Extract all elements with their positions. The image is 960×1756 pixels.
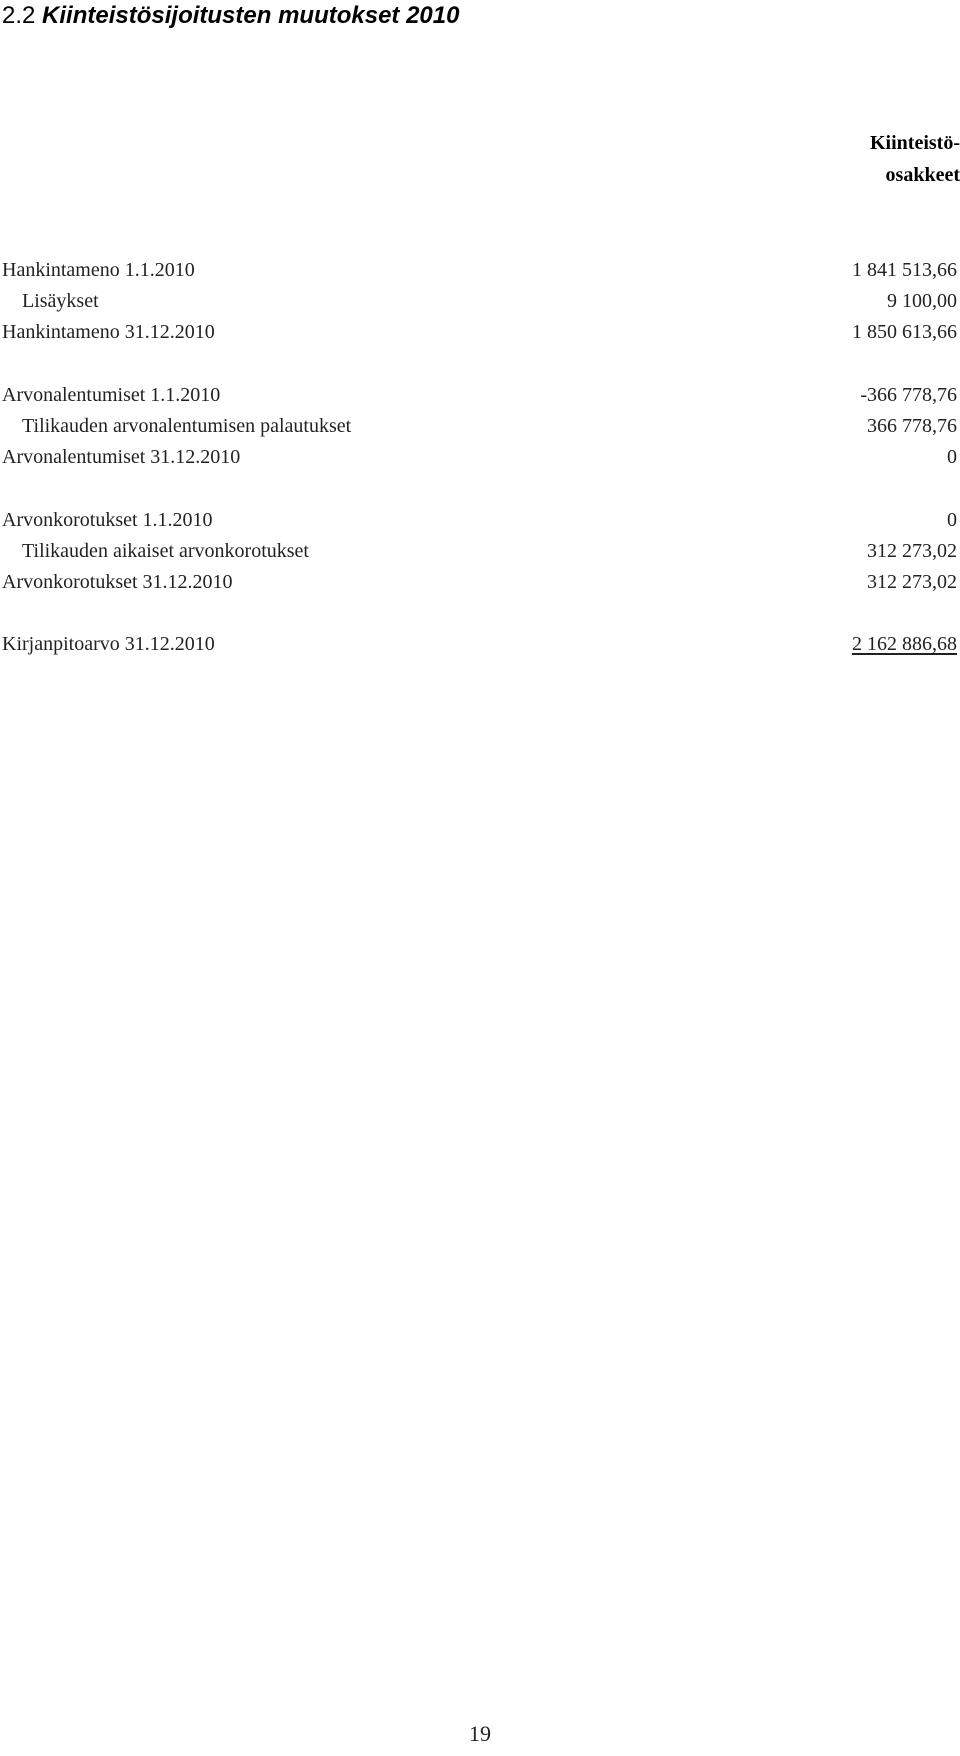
table-row xyxy=(0,410,960,443)
page-number: 19 xyxy=(469,1721,491,1746)
row-label: Tilikauden arvonalentumisen palautukset xyxy=(22,415,352,437)
table-row xyxy=(0,441,960,474)
table-row xyxy=(0,316,960,349)
row-value-total: 2 162 886,68 xyxy=(852,633,957,655)
row-value: 312 273,02 xyxy=(867,571,957,593)
section-number: 2.2 xyxy=(2,2,36,29)
table-row xyxy=(0,535,960,568)
row-label: Hankintameno 1.1.2010 xyxy=(2,259,195,281)
column-header-line-1: Kiinteistö- xyxy=(870,132,960,154)
row-value: 9 100,00 xyxy=(887,290,957,312)
column-header xyxy=(760,127,960,191)
row-label: Hankintameno 31.12.2010 xyxy=(2,321,215,343)
row-label: Kirjanpitoarvo 31.12.2010 xyxy=(2,633,215,655)
row-label: Arvonalentumiset 31.12.2010 xyxy=(2,446,241,468)
table-row xyxy=(0,285,960,318)
table-row xyxy=(0,379,960,412)
table-row xyxy=(0,254,960,287)
section-title: Kiinteistösijoitusten muutokset 2010 xyxy=(42,2,460,29)
table-row xyxy=(0,566,960,599)
row-value: 312 273,02 xyxy=(867,540,957,562)
row-value: 0 xyxy=(947,509,957,531)
row-label: Arvonkorotukset 1.1.2010 xyxy=(2,509,213,531)
section-heading xyxy=(2,0,459,32)
row-value: 0 xyxy=(947,446,957,468)
row-label: Lisäykset xyxy=(22,290,99,312)
table-row xyxy=(0,504,960,537)
row-label: Arvonkorotukset 31.12.2010 xyxy=(2,571,233,593)
row-value: -366 778,76 xyxy=(860,384,957,406)
row-value: 1 841 513,66 xyxy=(852,259,957,281)
column-header-line-2: osakkeet xyxy=(885,164,960,186)
row-label: Tilikauden aikaiset arvonkorotukset xyxy=(22,540,309,562)
row-label: Arvonalentumiset 1.1.2010 xyxy=(2,384,221,406)
row-value: 366 778,76 xyxy=(867,415,957,437)
row-value: 1 850 613,66 xyxy=(852,321,957,343)
table-row-total xyxy=(0,628,960,661)
